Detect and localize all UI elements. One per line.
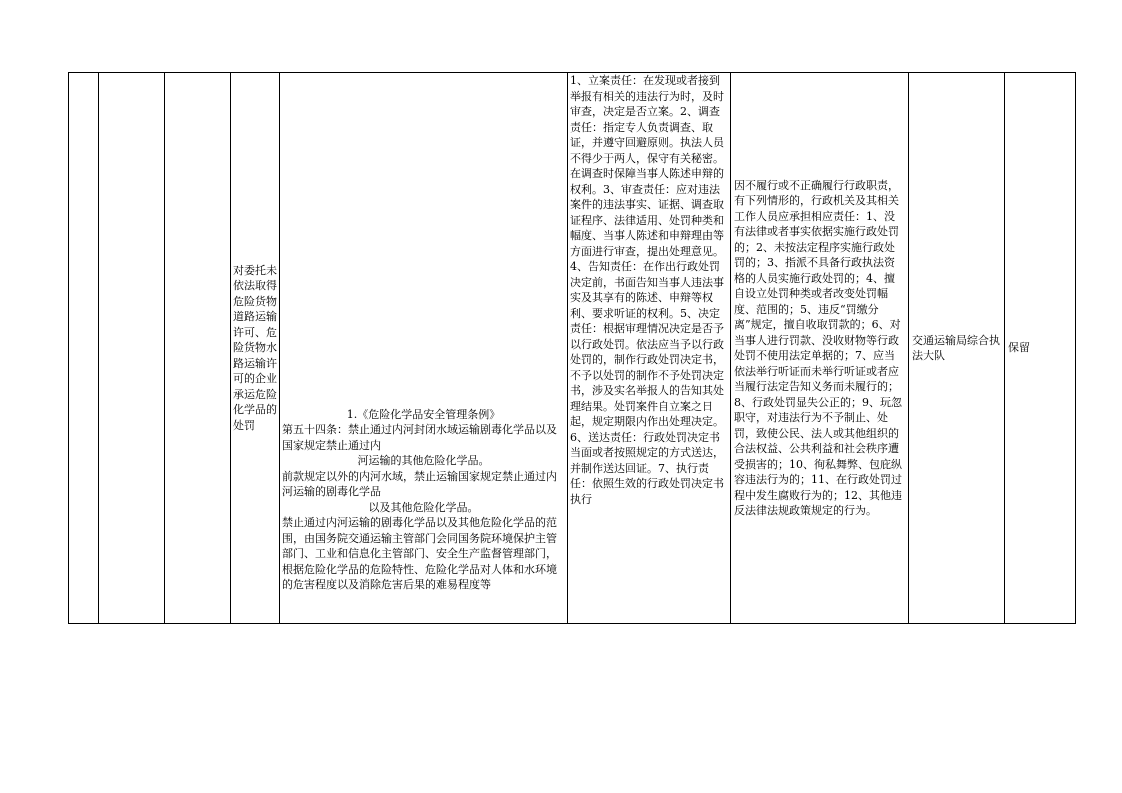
law-title: 1.《危险化学品安全管理条例》 [346, 407, 501, 421]
power-list-table [68, 72, 1076, 624]
table-row [69, 73, 1076, 624]
cell-category [99, 73, 165, 624]
cell-duties [568, 73, 731, 624]
cell-serial [69, 73, 99, 624]
basis-para2-end: 以及其他危险化学品。 [368, 500, 479, 514]
cell-status [1005, 73, 1076, 624]
basis-para2: 前款规定以外的内河水域，禁止运输国家规定禁止通过内河运输的剧毒化学品 [282, 469, 557, 498]
cell-legal-basis [280, 73, 568, 624]
basis-para3: 禁止通过内河运输的剧毒化学品以及其他危险化学品的范围，由国务院交通运输主管部门会同国务院环境保护主管部门、工业和信息化主管部门、安全生产监督管理部门，根据危险化学品的危险特性、危险化学品对人体和水环境的危害程度以及消除危害后果的难易程度等 [282, 516, 557, 591]
cell-item-name [231, 73, 280, 624]
table-sheet [68, 72, 1030, 622]
department-text: 交通运输局综合执法大队 [912, 333, 1000, 362]
duties-text: 1、立案责任：在发现或者接到举报有相关的违法行为时，及时审查，决定是否立案。2、调查责任：指定专人负责调查、取证，并遵守回避原则。执法人员不得少于两人，保守有关秘密。在调查时保障当事人陈述申辩的权利。3、审查责任：应对违法案件的违法事实、证据、调查取证程序、法律适用、处罚种类和幅度、当事人陈述和申辩理由等方面进行审查，提出处理意见。4、告知责任：在作出行政处罚决定前，书面告知当事人违法事实及其享有的陈述、申辩等权利、要求听证的权利。5、决定责任：根据审理情况决定是否予以行政处罚。依法应当予以行政处罚的，制作行政处罚决定书，不予以处罚的制作不予处罚决定书，涉及实名举报人的告知其处理结果。处罚案件自立案之日起，规定期限内作出处理决定。6、送达责任：行政处罚决定书当面或者按照规定的方式送达，并制作送达回证。7、执行责任：依照生效的行政处罚决定书执行 [570, 74, 724, 506]
cell-department [909, 73, 1005, 624]
accountability-text: 因不履行或不正确履行行政职责，有下列情形的，行政机关及其相关工作人员应承担相应责任：1、没有法律或者事实依据实施行政处罚的；2、未按法定程序实施行政处罚的；3、指派不具备行政执法资格的人员实施行政处罚的；4、擅自设立处罚种类或者改变处罚幅度、范围的；5、违反“罚缴分离”规定，擅自收取罚款的；6、对当事人进行罚款、没收财物等行政处罚不使用法定单据的；7、应当依法举行听证而未举行听证或者应当履行法定告知义务而未履行的；8、行政处罚显失公正的；9、玩忽职守，对违法行为不予制止、处罚，致使公民、法人或其他组织的合法权益、公共利益和社会秩序遭受损害的；10、徇私舞弊、包庇纵容违法行为的；11、在行政处罚过程中发生腐败行为的；12、其他违反法律法规政策规定的行为。 [734, 178, 902, 517]
status-text: 保留 [1008, 341, 1030, 355]
cell-code [165, 73, 231, 624]
basis-para1-end: 河运输的其他危险化学品。 [357, 454, 490, 467]
basis-para1: 第五十四条：禁止通过内河封闭水域运输剧毒化学品以及国家规定禁止通过内 [282, 423, 557, 452]
item-name-text: 对委托未依法取得危险货物道路运输许可、危险货物水路运输许可的企业承运危险化学品的处罚 [233, 263, 277, 432]
cell-accountability [731, 73, 909, 624]
